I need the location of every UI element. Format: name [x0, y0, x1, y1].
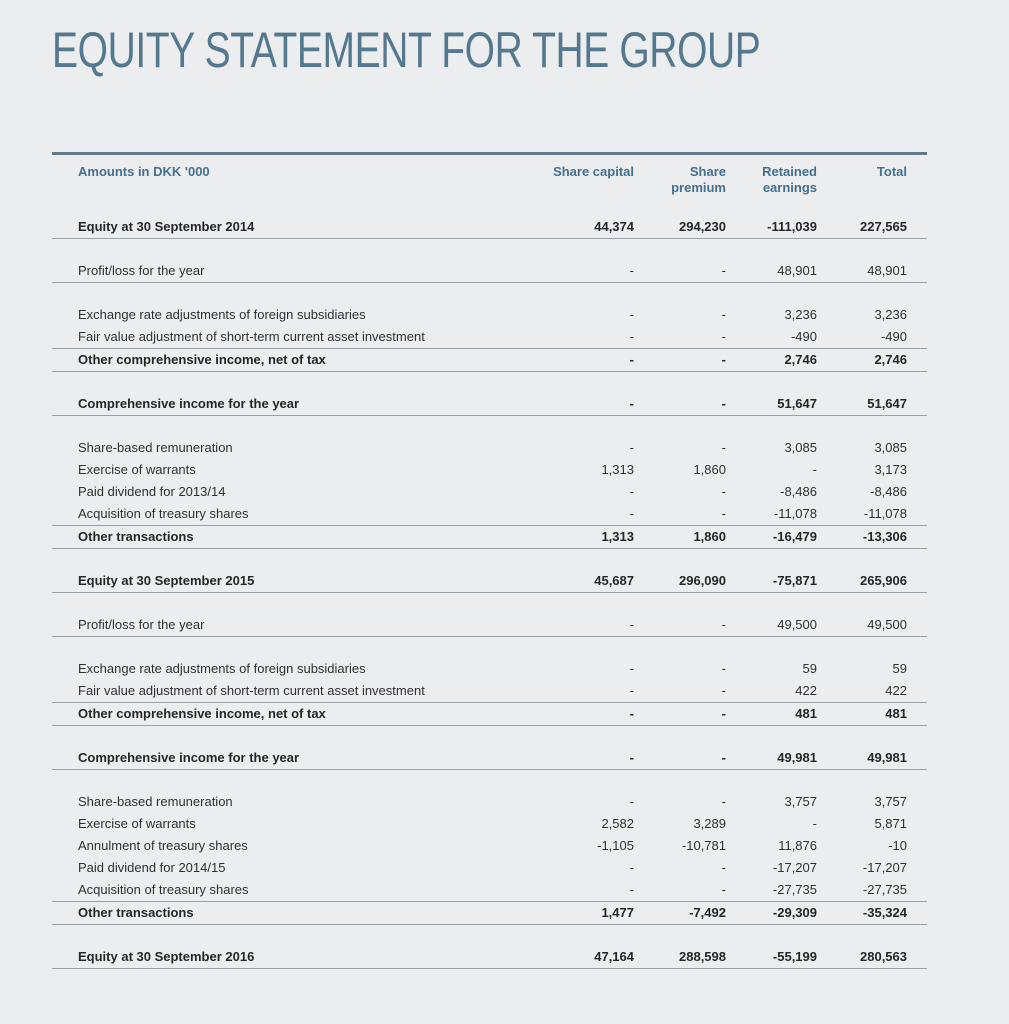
cell-share-capital: -	[534, 703, 634, 726]
spacer-cell	[52, 637, 927, 659]
table-row	[52, 304, 927, 326]
table-row	[52, 791, 927, 813]
spacer-row	[52, 283, 927, 305]
page-title: EQUITY STATEMENT FOR THE GROUP	[52, 22, 761, 78]
cell-total: -35,324	[817, 902, 927, 925]
row-label: Acquisition of treasury shares	[52, 879, 534, 902]
cell-share-capital: -1,105	[597, 838, 634, 853]
table-row	[52, 260, 927, 283]
cell-retained-earnings: -16,479	[726, 526, 817, 549]
cell-share-capital: -	[534, 260, 634, 283]
spacer-cell	[52, 372, 927, 394]
spacer-row	[52, 770, 927, 792]
spacer-cell	[52, 283, 927, 305]
table-body	[52, 216, 927, 969]
row-label: Other comprehensive income, net of tax	[52, 703, 534, 726]
table-row	[52, 946, 927, 969]
row-label: Profit/loss for the year	[52, 614, 534, 637]
cell-total: 481	[817, 703, 927, 726]
cell-total: 49,981	[817, 747, 927, 770]
spacer-row	[52, 925, 927, 947]
row-label: Comprehensive income for the year	[52, 393, 534, 416]
cell-retained-earnings: -	[812, 462, 817, 477]
cell-total: 48,901	[817, 260, 927, 283]
row-label: Equity at 30 September 2014	[52, 216, 534, 239]
cell-share-capital: 47,164	[534, 946, 634, 969]
table-row	[52, 747, 927, 770]
table-row	[52, 481, 927, 503]
cell-total: -13,306	[817, 526, 927, 549]
cell-retained-earnings: -11,078	[726, 503, 817, 526]
row-label: Other transactions	[52, 902, 534, 925]
cell-retained-earnings: -490	[726, 326, 817, 349]
spacer-cell	[52, 770, 927, 792]
row-label: Paid dividend for 2013/14	[78, 484, 226, 499]
cell-share-capital: 2,582	[601, 816, 634, 831]
cell-total: 3,173	[874, 462, 907, 477]
cell-share-capital: -	[629, 484, 634, 499]
cell-share-premium: 296,090	[634, 570, 726, 593]
cell-total: -490	[817, 326, 927, 349]
cell-retained-earnings: -27,735	[726, 879, 817, 902]
spacer-cell	[52, 416, 927, 438]
cell-retained-earnings: 49,500	[726, 614, 817, 637]
cell-share-premium: -10,781	[681, 838, 726, 853]
cell-total: -27,735	[817, 879, 927, 902]
row-label: Share-based remuneration	[78, 440, 233, 455]
spacer-row	[52, 726, 927, 748]
row-label: Equity at 30 September 2015	[52, 570, 534, 593]
row-label: Exchange rate adjustments of foreign subsidiaries	[78, 307, 366, 322]
row-label: Comprehensive income for the year	[52, 747, 534, 770]
cell-share-capital: -	[534, 326, 634, 349]
table-row	[52, 835, 927, 857]
cell-share-premium: -	[634, 703, 726, 726]
spacer-row	[52, 372, 927, 394]
header-row	[52, 154, 927, 217]
table-row	[52, 902, 927, 925]
row-label: Exchange rate adjustments of foreign subsidiaries	[78, 661, 366, 676]
cell-retained-earnings: 51,647	[726, 393, 817, 416]
cell-share-premium: -	[634, 349, 726, 372]
table-row	[52, 349, 927, 372]
cell-share-premium: -	[721, 484, 726, 499]
row-label: Exercise of warrants	[78, 816, 196, 831]
row-label: Profit/loss for the year	[52, 260, 534, 283]
table-row	[52, 658, 927, 680]
cell-retained-earnings: 3,085	[784, 440, 817, 455]
cell-share-premium: -	[634, 614, 726, 637]
spacer-cell	[52, 239, 927, 261]
cell-retained-earnings: 3,236	[784, 307, 817, 322]
row-label: Acquisition of treasury shares	[52, 503, 534, 526]
cell-share-premium: -	[721, 794, 726, 809]
spacer-row	[52, 637, 927, 659]
table-row	[52, 570, 927, 593]
cell-share-premium: -	[721, 661, 726, 676]
cell-retained-earnings: 49,981	[726, 747, 817, 770]
cell-total: 3,757	[874, 794, 907, 809]
equity-statement-table	[52, 152, 927, 969]
cell-retained-earnings: 11,876	[778, 838, 817, 853]
table-row	[52, 703, 927, 726]
cell-share-premium: 1,860	[634, 526, 726, 549]
spacer-row	[52, 549, 927, 571]
row-label: Other comprehensive income, net of tax	[52, 349, 534, 372]
cell-retained-earnings: -75,871	[726, 570, 817, 593]
col-header-retained-earnings: Retained earnings	[726, 154, 817, 217]
cell-share-capital: -	[629, 794, 634, 809]
cell-share-capital: -	[534, 349, 634, 372]
cell-total: 5,871	[874, 816, 907, 831]
cell-retained-earnings: -29,309	[726, 902, 817, 925]
cell-total: -8,486	[870, 484, 907, 499]
cell-share-capital: 44,374	[534, 216, 634, 239]
cell-retained-earnings: -	[812, 816, 817, 831]
table-row	[52, 503, 927, 526]
cell-share-capital: -	[534, 747, 634, 770]
cell-share-premium: -	[721, 440, 726, 455]
cell-retained-earnings: -111,039	[726, 216, 817, 239]
cell-share-premium: -	[634, 393, 726, 416]
col-header-share-capital: Share capital	[534, 154, 634, 217]
cell-total: -10	[888, 838, 907, 853]
cell-share-premium: -	[634, 503, 726, 526]
table-row	[52, 813, 927, 835]
cell-share-capital: 1,313	[601, 462, 634, 477]
cell-retained-earnings: -55,199	[726, 946, 817, 969]
cell-total: 227,565	[817, 216, 927, 239]
row-label: Fair value adjustment of short-term current asset investment	[52, 326, 534, 349]
row-label: Paid dividend for 2014/15	[78, 860, 226, 875]
cell-retained-earnings: 59	[802, 661, 817, 676]
cell-share-premium: 294,230	[634, 216, 726, 239]
table-header	[52, 154, 927, 217]
row-label: Share-based remuneration	[78, 794, 233, 809]
cell-share-capital: -	[534, 680, 634, 703]
row-label: Annulment of treasury shares	[78, 838, 248, 853]
cell-retained-earnings: 422	[726, 680, 817, 703]
cell-total: 3,085	[874, 440, 907, 455]
cell-retained-earnings: 481	[726, 703, 817, 726]
cell-share-premium: -	[634, 680, 726, 703]
cell-total: 3,236	[874, 307, 907, 322]
cell-retained-earnings: -17,207	[772, 860, 817, 875]
cell-total: -17,207	[862, 860, 907, 875]
cell-total: -11,078	[817, 503, 927, 526]
cell-share-premium: 3,289	[693, 816, 726, 831]
cell-total: 422	[817, 680, 927, 703]
table-row	[52, 437, 927, 459]
table-row	[52, 680, 927, 703]
spacer-cell	[52, 593, 927, 615]
cell-share-capital: -	[629, 661, 634, 676]
spacer-cell	[52, 925, 927, 947]
cell-share-capital: 1,313	[534, 526, 634, 549]
spacer-cell	[52, 726, 927, 748]
cell-share-capital: -	[629, 307, 634, 322]
table-row	[52, 459, 927, 481]
cell-share-capital: -	[534, 614, 634, 637]
cell-retained-earnings: 2,746	[726, 349, 817, 372]
cell-share-premium: 288,598	[634, 946, 726, 969]
cell-total: 265,906	[817, 570, 927, 593]
table-row	[52, 857, 927, 879]
col-header-amounts-unit: Amounts in DKK '000	[52, 154, 534, 217]
spacer-row	[52, 593, 927, 615]
table-row	[52, 393, 927, 416]
cell-share-premium: -	[721, 307, 726, 322]
cell-share-premium: -7,492	[634, 902, 726, 925]
cell-total: 2,746	[817, 349, 927, 372]
spacer-row	[52, 416, 927, 438]
cell-share-capital: -	[534, 393, 634, 416]
cell-retained-earnings: -8,486	[780, 484, 817, 499]
row-label: Fair value adjustment of short-term current asset investment	[52, 680, 534, 703]
table-row	[52, 326, 927, 349]
row-label: Other transactions	[52, 526, 534, 549]
table-row	[52, 614, 927, 637]
cell-share-capital: -	[629, 860, 634, 875]
cell-total: 49,500	[817, 614, 927, 637]
spacer-row	[52, 239, 927, 261]
cell-share-premium: 1,860	[693, 462, 726, 477]
cell-share-capital: 1,477	[534, 902, 634, 925]
table-row	[52, 879, 927, 902]
cell-share-premium: -	[634, 260, 726, 283]
table-row	[52, 216, 927, 239]
cell-total: 280,563	[817, 946, 927, 969]
cell-total: 59	[892, 661, 907, 676]
table-row	[52, 526, 927, 549]
cell-share-premium: -	[721, 860, 726, 875]
equity-table	[52, 152, 927, 969]
cell-share-capital: -	[534, 879, 634, 902]
cell-share-capital: 45,687	[534, 570, 634, 593]
cell-share-capital: -	[534, 503, 634, 526]
cell-share-premium: -	[634, 747, 726, 770]
cell-share-premium: -	[634, 879, 726, 902]
cell-share-premium: -	[634, 326, 726, 349]
row-label: Equity at 30 September 2016	[52, 946, 534, 969]
cell-share-capital: -	[629, 440, 634, 455]
col-header-total: Total	[817, 154, 927, 217]
cell-total: 51,647	[817, 393, 927, 416]
col-header-share-premium: Share premium	[634, 154, 726, 217]
cell-retained-earnings: 3,757	[784, 794, 817, 809]
spacer-cell	[52, 549, 927, 571]
row-label: Exercise of warrants	[78, 462, 196, 477]
cell-retained-earnings: 48,901	[726, 260, 817, 283]
